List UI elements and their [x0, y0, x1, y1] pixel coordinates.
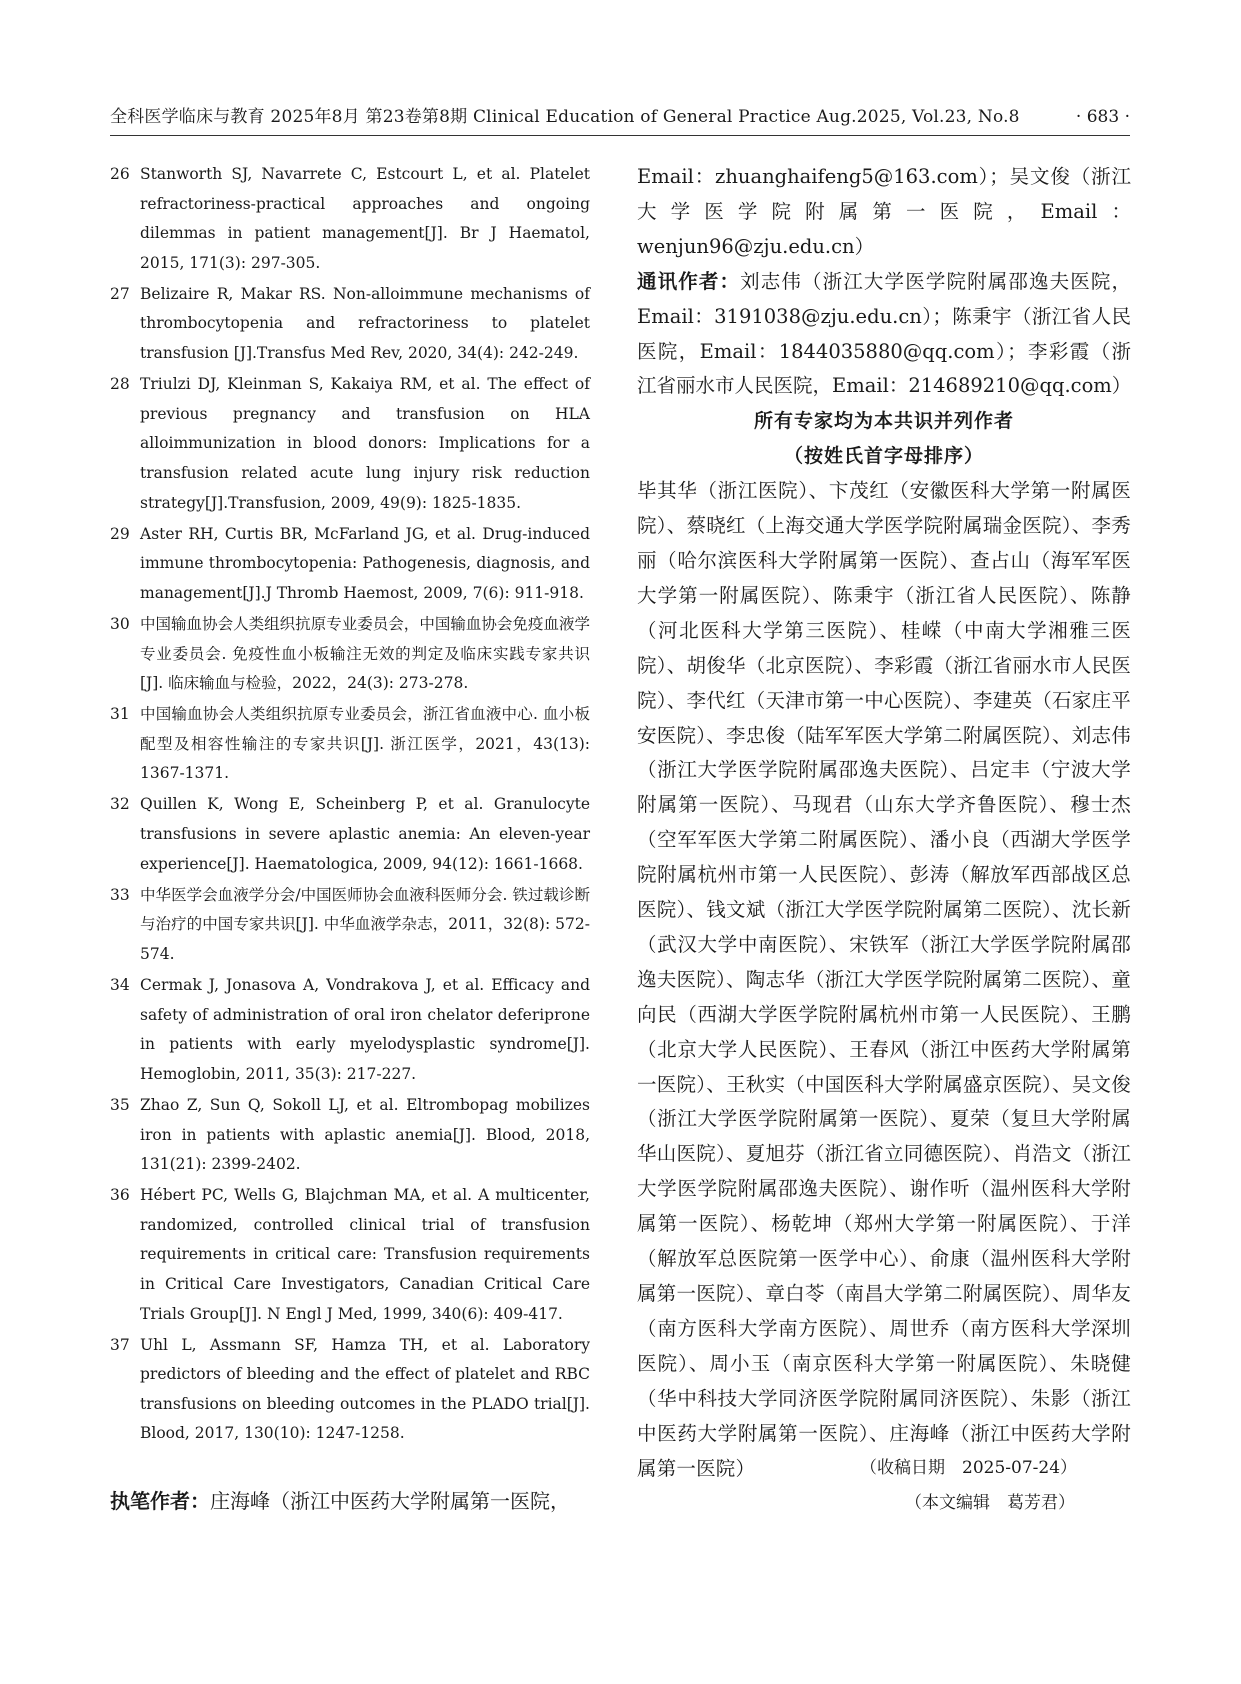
reference-number: 34 — [110, 976, 130, 995]
authors-column — [637, 160, 1131, 1486]
reference-number: 29 — [110, 524, 130, 543]
reference-number: 37 — [110, 1335, 130, 1354]
issue-cn: 2025年8月 第23卷第8期 — [270, 107, 468, 127]
editor-note: （本文编辑 葛芳君） — [905, 1493, 1075, 1513]
corresponding-authors — [637, 265, 1131, 405]
page-number: · 683 · — [1075, 107, 1130, 127]
reference-number: 26 — [110, 165, 130, 183]
experts-subheading: （按姓氏首字母排序） — [783, 445, 984, 468]
reference-text: Stanworth SJ, Navarrete C, Estcourt L, et al. Platelet refractoriness-practical approaches and ongoing dilemmas in patient management[J]. Br J Haematol, 2015, 171(3): 297-305. — [140, 165, 590, 272]
reference-number: 31 — [110, 705, 130, 724]
reference-text: Zhao Z, Sun Q, Sokoll LJ, et al. Eltrombopag mobilizes iron in patients with aplastic anemia[J]. Blood, 2018, 131(21): 2399-2402. — [140, 1095, 590, 1174]
reference-text: Uhl L, Assmann SF, Hamza TH, et al. Laboratory predictors of bleeding and the effect of platelet and RBC transfusions on bleeding outcomes in the PLADO trial[J]. Blood, 2017, 130(10): 1247-1258. — [140, 1335, 590, 1443]
lead-author — [110, 1485, 600, 1517]
running-header — [110, 103, 1130, 136]
reference-text: Cermak J, Jonasova A, Vondrakova J, et al. Efficacy and safety of administration of oral iron chelator deferiprone in patients with early myelodysplastic syndrome[J]. Hemoglobin, 2011, 35(3): 217-227. — [140, 976, 590, 1083]
reference-number: 28 — [110, 375, 130, 394]
reference-item — [110, 1331, 590, 1449]
reference-item — [110, 881, 590, 970]
reference-item — [110, 610, 590, 699]
journal-info — [110, 103, 1020, 131]
reference-item — [110, 160, 590, 278]
issue-en: Aug.2025, Vol.23, No.8 — [816, 107, 1020, 127]
reference-item — [110, 790, 590, 879]
reference-number: 36 — [110, 1186, 130, 1205]
experts-list: 毕其华（浙江医院）、卞茂红（安徽医科大学第一附属医院）、蔡晓红（上海交通大学医学院附属瑞金医院）、李秀丽（哈尔滨医科大学附属第一医院）、查占山（海军军医大学第一附属医院）、陈秉宇（浙江省人民医院）、陈静（河北医科大学第三医院）、桂嵘（中南大学湘雅三医院）、胡俊华（北京医院）、李彩霞（浙江省丽水市人民医院）、李代红（天津市第一中心医院）、李建英（石家庄平安医院）、李忠俊（陆军军医大学第二附属医院）、刘志伟（浙江大学医学院附属邵逸夫医院）、吕定丰（宁波大学附属第一医院）、马现君（山东大学齐鲁医院）、穆士杰（空军军医大学第二附属医院）、潘小良（西湖大学医学院附属杭州市第一人民医院）、彭涛（解放军西部战区总医院）、钱文斌（浙江大学医学院附属第二医院）、沈长新（武汉大学中南医院）、宋铁军（浙江大学医学院附属邵逸夫医院）、陶志华（浙江大学医学院附属第二医院）、童向民（西湖大学医学院附属杭州市第一人民医院）、王鹏（北京大学人民医院）、王春风（浙江中医药大学附属第一医院）、王秋实（中国医科大学附属盛京医院）、吴文俊（浙江大学医学院附属第一医院）、夏荣（复旦大学附属华山医院）、夏旭芬（浙江省立同德医院）、肖浩文（浙江大学医学院附属邵逸夫医院）、谢作听（温州医科大学附属第一医院）、杨乾坤（郑州大学第一附属医院）、于洋（解放军总医院第一医学中心）、俞康（温州医科大学附属第一医院）、章白苓（南昌大学第二附属医院）、周华友（南方医科大学南方医院）、周世乔（南方医科大学深圳医院）、周小玉（南京医科大学第一附属医院）、朱晓健（华中科技大学同济医学院附属同济医院）、朱影（浙江中医药大学附属第一医院）、庄海峰（浙江中医药大学附属第一医院） — [637, 479, 1131, 1480]
journal-title-en: Clinical Education of General Practice — [472, 107, 811, 127]
reference-number: 27 — [110, 284, 130, 303]
received-date: （收稿日期 2025-07-24） — [860, 1458, 1078, 1478]
reference-item — [110, 700, 590, 789]
corresponding-label: 通讯作者： — [637, 269, 741, 293]
reference-number: 32 — [110, 795, 130, 814]
reference-item — [110, 1181, 590, 1329]
reference-item — [110, 370, 590, 518]
references-column — [110, 160, 590, 1451]
reference-text: Triulzi DJ, Kleinman S, Kakaiya RM, et al. The effect of previous pregnancy and transfusion on HLA alloimmunization in blood donors: Implications for a transfusion related acute lung injury risk reduction strategy[J].Transfusion, 2009, 49(9): 1825-1835. — [140, 375, 590, 512]
reference-number: 33 — [110, 885, 130, 904]
reference-text: 中国输血协会人类组织抗原专业委员会，中国输血协会免疫血液学专业委员会. 免疫性血小板输注无效的判定及临床实践专家共识[J]. 临床输血与检验，2022，24(3): 273-278. — [140, 614, 590, 693]
corresponding-text: 刘志伟（浙江大学医学院附属邵逸夫医院，Email：3191038@zju.edu.cn）；陈秉宇（浙江省人民医院，Email：1844035880@qq.com）；李彩霞（浙江省丽水市人民医院，Email：214689210@qq.com） — [637, 269, 1132, 398]
reference-item — [110, 520, 590, 609]
experts-heading: 所有专家均为本共识并列作者 — [753, 410, 1014, 433]
reference-item — [110, 971, 590, 1089]
reference-item — [110, 280, 590, 369]
author-continuation: Email：zhuanghaifeng5@163.com）；吴文俊（浙江大学医学院附属第一医院，Email：wenjun96@zju.edu.cn） — [637, 165, 1131, 258]
reference-text: Aster RH, Curtis BR, McFarland JG, et al. Drug-induced immune thrombocytopenia: Pathogenesis, diagnosis, and management[J].J Thromb Haemost, 2009, 7(6): 911-918. — [140, 524, 590, 602]
reference-text: Hébert PC, Wells G, Blajchman MA, et al. A multicenter, randomized, controlled clinical trial of transfusion requirements in critical care: Transfusion requirements in Critical Care Investigators, Canadian Critical Care Trials Group[J]. N Engl J Med, 1999, 340(6): 409-417. — [140, 1186, 590, 1323]
reference-number: 30 — [110, 614, 130, 633]
lead-author-label: 执笔作者： — [110, 1489, 210, 1513]
reference-item — [110, 1091, 590, 1180]
reference-text: 中华医学会血液学分会/中国医师协会血液科医师分会. 铁过载诊断与治疗的中国专家共识[J]. 中华血液学杂志，2011，32(8): 572-574. — [140, 885, 590, 963]
journal-title-cn: 全科医学临床与教育 — [110, 107, 265, 127]
reference-text: Quillen K, Wong E, Scheinberg P, et al. Granulocyte transfusions in severe aplastic anemia: An eleven-year experience[J]. Haematologica, 2009, 94(12): 1661-1668. — [140, 795, 590, 873]
reference-text: 中国输血协会人类组织抗原专业委员会，浙江省血液中心. 血小板配型及相容性输注的专家共识[J]. 浙江医学，2021，43(13): 1367-1371. — [140, 705, 590, 783]
reference-text: Belizaire R, Makar RS. Non-alloimmune mechanisms of thrombocytopenia and refractoriness to platelet transfusion [J].Transfus Med Rev, 2020, 34(4): 242-249. — [140, 284, 590, 363]
lead-author-text: 庄海峰（浙江中医药大学附属第一医院， — [210, 1489, 570, 1513]
reference-number: 35 — [110, 1095, 130, 1114]
